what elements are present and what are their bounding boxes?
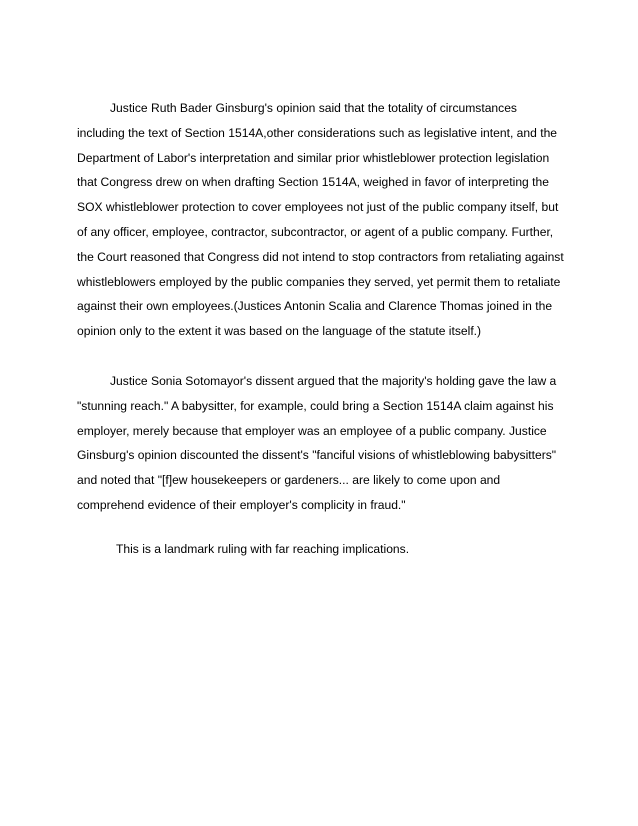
paragraph-majority-opinion: Justice Ruth Bader Ginsburg's opinion said that the totality of circumstances including the text of Section 1514A,other considerations such as legislative intent, and the Department of Labor's interpretation and similar prior whistleblower protection legislation that Congress drew on when drafting Section 1514A, weighed in favor of interpreting the SOX whistleblower protection to cover employees not just of the public company itself, but of any officer, employee, contractor, subcontractor, or agent of a public company. Further, the Court reasoned that Congress did not intend to stop contractors from retaliating against whistleblowers employed by the public companies they served, yet permit them to retaliate against their own employees.(Justices Antonin Scalia and Clarence Thomas joined in the opinion only to the extent it was based on the language of the statute itself.) [77,101,564,339]
paragraph-dissent: Justice Sonia Sotomayor's dissent argued that the majority's holding gave the law a "stunning reach." A babysitter, for example, could bring a Section 1514A claim against his employer, merely because that employer was an employee of a public company. Justice Ginsburg's opinion discounted the dissent's "fanciful visions of whistleblowing babysitters" and noted that "[f]ew housekeepers or gardeners... are likely to come upon and comprehend evidence of their employer's complicity in fraud." [77,373,557,512]
document-body [77,96,567,562]
paragraph-conclusion: This is a landmark ruling with far reaching implications. [116,541,410,556]
